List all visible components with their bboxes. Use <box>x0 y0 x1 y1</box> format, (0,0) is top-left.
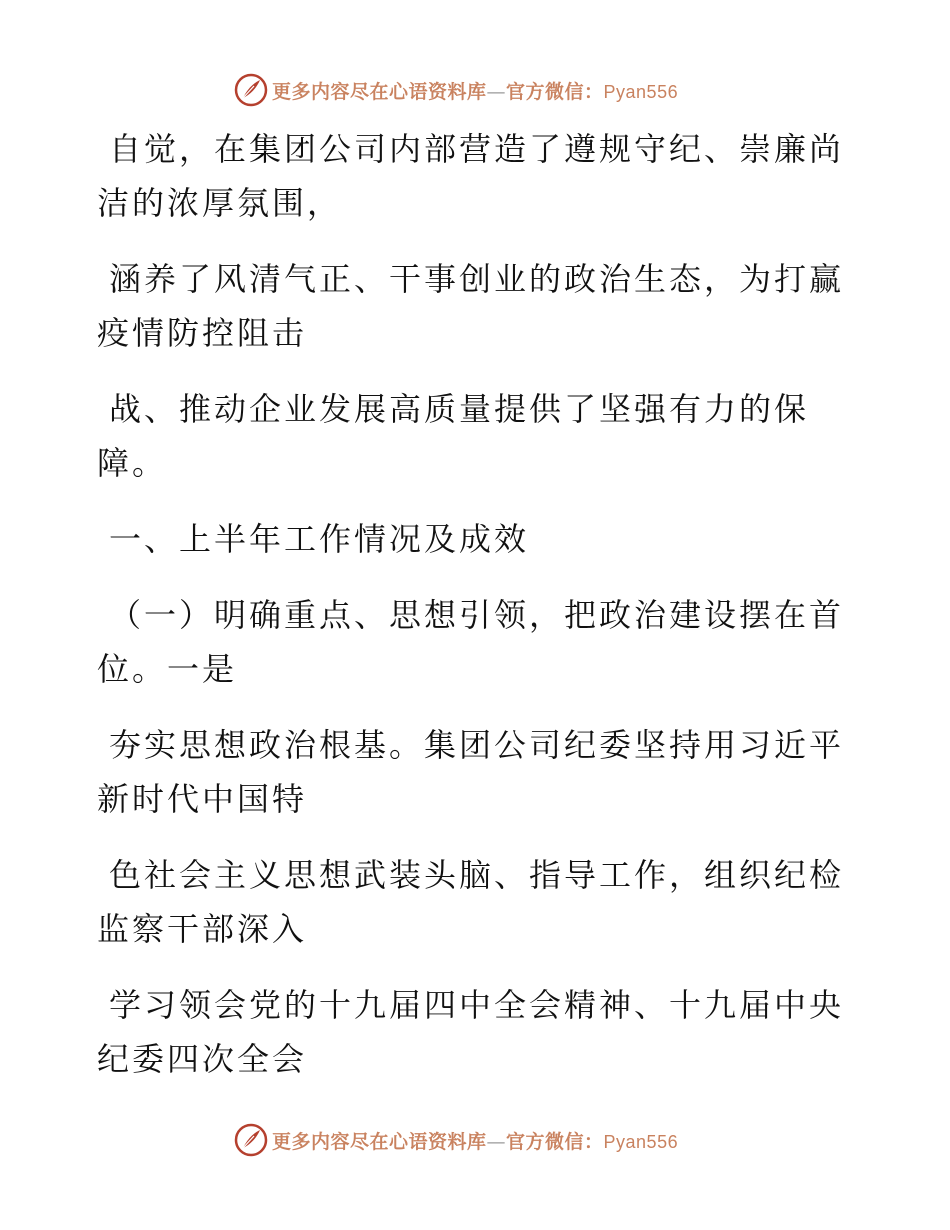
text-line: 纪委四次全会 <box>97 1040 308 1078</box>
paragraph <box>97 588 845 696</box>
wechat-id: Pyan556 <box>603 1131 679 1152</box>
banner-text <box>272 77 678 104</box>
text-line: 自觉，在集团公司内部营造了遵规守纪、崇廉尚 <box>109 130 845 168</box>
text-line: 战、推动企业发展高质量提供了坚强有力的保 <box>109 390 810 428</box>
text-line: 洁的浓厚氛围， <box>97 184 343 222</box>
library-text: 更多内容尽在心语资料库 <box>272 1130 487 1153</box>
text-line: 障。 <box>97 444 168 482</box>
text-line: 夯实思想政治根基。集团公司纪委坚持用习近平 <box>109 726 845 764</box>
feather-pen-logo-icon <box>234 1123 268 1157</box>
text-line: 位。一是 <box>97 650 238 688</box>
wechat-label: 官方微信： <box>506 80 604 103</box>
banner-separator: — <box>486 80 507 103</box>
text-line: 新时代中国特 <box>97 780 308 818</box>
paragraph <box>97 252 845 360</box>
heading-line: 一、上半年工作情况及成效 <box>109 520 530 558</box>
footer-banner <box>0 1120 950 1160</box>
text-line: 疫情防控阻击 <box>97 314 308 352</box>
paragraph <box>97 382 837 490</box>
text-line: 监察干部深入 <box>97 910 308 948</box>
text-line: 色社会主义思想武装头脑、指导工作，组织纪检 <box>109 856 845 894</box>
text-line: （一）明确重点、思想引领，把政治建设摆在首 <box>109 596 845 634</box>
feather-pen-logo-icon <box>234 73 268 107</box>
text-line: 涵养了风清气正、干事创业的政治生态，为打赢 <box>109 260 845 298</box>
text-line: 学习领会党的十九届四中全会精神、十九届中央 <box>109 986 845 1024</box>
paragraph <box>97 848 845 956</box>
banner-separator: — <box>486 1130 507 1153</box>
paragraph <box>97 122 845 230</box>
section-heading <box>97 512 837 566</box>
header-banner <box>0 70 950 110</box>
banner-text <box>272 1127 678 1154</box>
paragraph <box>97 718 845 826</box>
wechat-id: Pyan556 <box>603 81 679 102</box>
document-body <box>97 122 845 1108</box>
paragraph <box>97 978 845 1086</box>
library-text: 更多内容尽在心语资料库 <box>272 80 487 103</box>
wechat-label: 官方微信： <box>506 1130 604 1153</box>
